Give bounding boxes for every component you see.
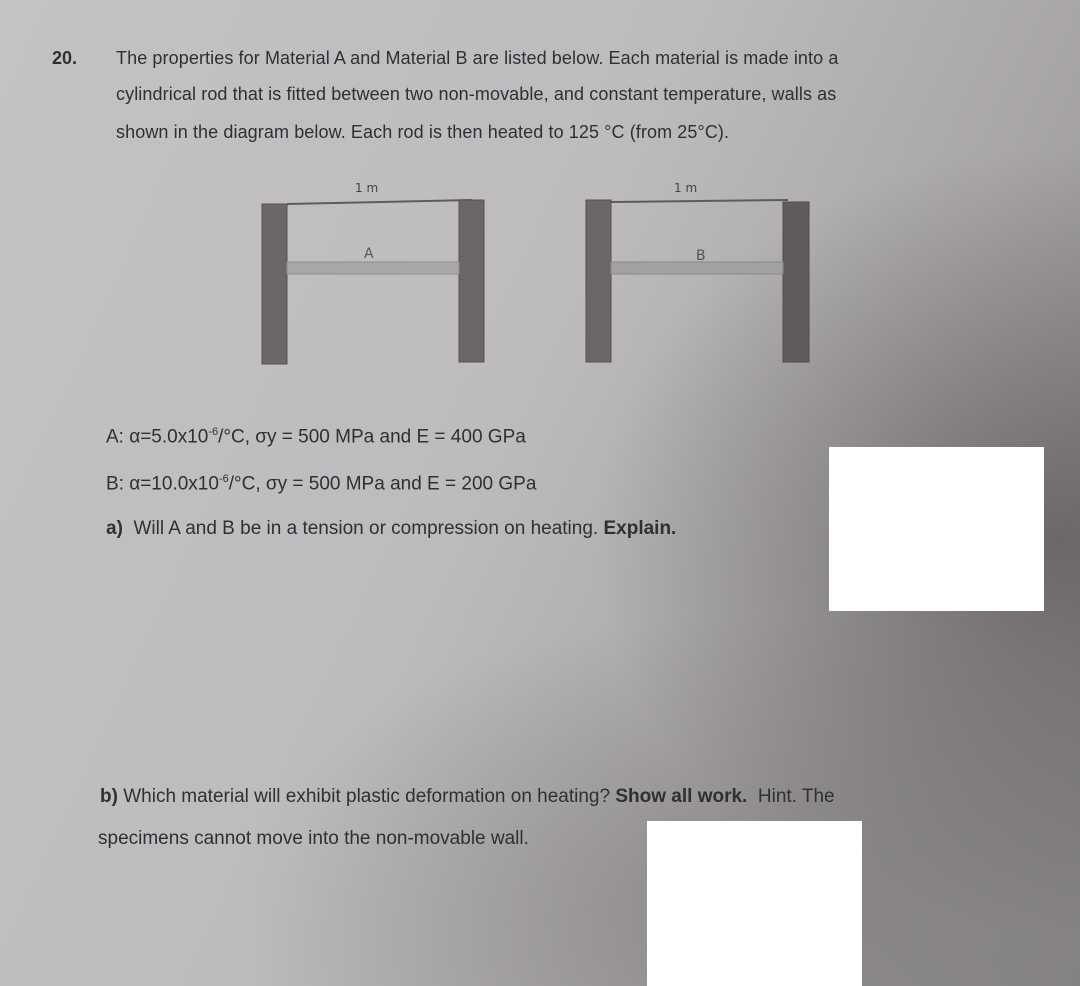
wall-left-outer <box>262 204 287 364</box>
redaction-box-answer-b <box>647 821 862 986</box>
part-b-hint: Hint. The <box>747 786 835 807</box>
part-a-label: a) <box>106 518 123 539</box>
material-a-prefix: A: α=5.0x10 <box>106 426 209 448</box>
question-text-line-3: shown in the diagram below. Each rod is then heated to 125 °C (from 25°C). <box>116 122 730 142</box>
question-number: 20. <box>52 48 78 68</box>
diagram-left-assembly <box>262 181 484 364</box>
material-b-prefix: B: α=10.0x10 <box>106 473 219 495</box>
rod-a <box>287 262 459 274</box>
part-b-label: b) <box>100 786 118 807</box>
wall-right-outer <box>783 202 809 362</box>
question-text-line-2: cylindrical rod that is fitted between two non-movable, and constant temperature, walls as <box>116 84 837 104</box>
question-text-line-1: The properties for Material A and Material B are listed below. Each material is made into a <box>116 48 839 68</box>
material-b-exponent: -6 <box>218 473 229 485</box>
material-a-suffix: /°C, σy = 500 MPa and E = 400 GPa <box>218 426 526 448</box>
part-b-text: Which material will exhibit plastic deformation on heating? <box>117 786 616 807</box>
part-a-text: Will A and B be in a tension or compression on heating. <box>122 518 604 539</box>
length-label-right: 1 m <box>674 181 698 195</box>
rod-wall-diagram <box>250 170 830 370</box>
wall-left-inner <box>459 200 484 362</box>
material-a-properties <box>106 426 526 448</box>
rod-label-a: A <box>364 246 374 262</box>
diagram-right-assembly <box>586 181 809 362</box>
part-a-emphasis: Explain. <box>603 518 677 539</box>
part-b-question-line-1 <box>100 786 835 808</box>
part-b-emphasis: Show all work. <box>615 786 748 807</box>
part-a-question <box>106 518 676 540</box>
material-b-properties <box>106 473 536 495</box>
part-b-question-line-2: specimens cannot move into the non-movable wall. <box>98 828 529 849</box>
length-dimension-line-right <box>611 200 788 202</box>
wall-right-inner <box>586 200 611 362</box>
rod-label-b: B <box>696 248 706 264</box>
material-a-exponent: -6 <box>208 426 219 438</box>
length-dimension-line-left <box>287 200 472 204</box>
material-b-suffix: /°C, σy = 500 MPa and E = 200 GPa <box>228 473 537 495</box>
length-label-left: 1 m <box>355 181 379 195</box>
redaction-box-answer-a <box>829 447 1044 611</box>
